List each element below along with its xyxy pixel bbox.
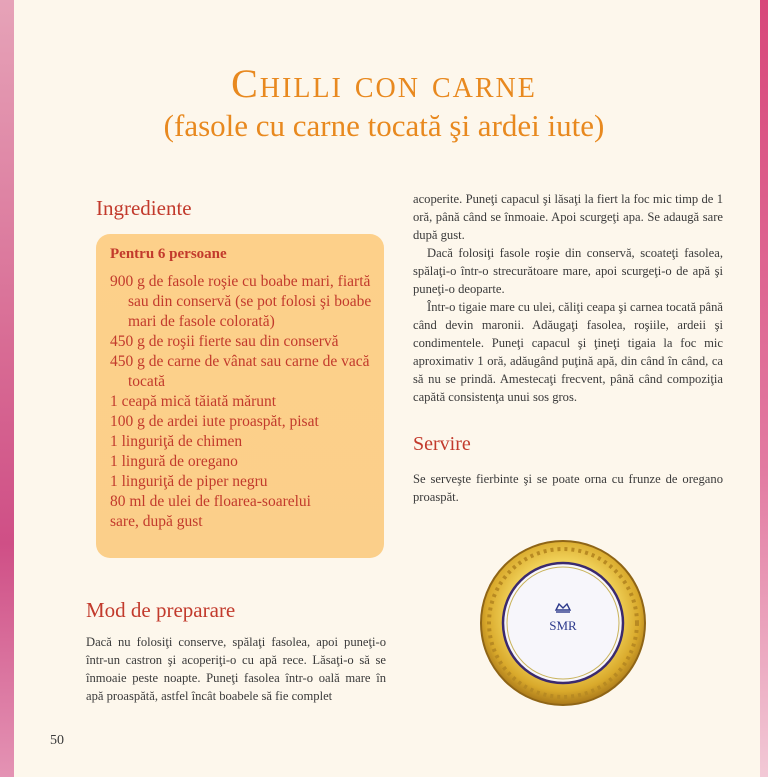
preparation-text-right [413,190,723,406]
serves-label: Pentru 6 persoane [110,246,227,262]
serving-paragraph: Se serveşte fierbinte şi se poate orna cu frunze de oregano proaspăt. [413,472,723,504]
preparation-paragraph: Dacă folosiţi fasole roşie din conservă, scoateţi fasolea, spălaţi-o într-o strecurătoare mare, apoi scurgeţi-o de apă şi puneţi-o deoparte. [413,246,723,296]
ingredients-box [96,234,384,558]
serving-heading: Servire [413,433,471,455]
serving-text [413,470,723,506]
ingredients-heading: Ingrediente [96,196,192,220]
preparation-paragraph: Dacă nu folosiţi conserve, spălaţi fasolea, apoi puneţi-o într-un castron şi acoperiţi-o cu apă rece. Lăsaţi-o să se înmoaie peste noapte. Puneţi fasolea într-o oală mare în apă proaspătă, astfel încât boabele să fie complet [86,635,386,703]
page-number: 50 [50,733,64,748]
ingredient-item: 100 g de ardei iute proaspăt, pisat [110,413,319,430]
preparation-heading: Mod de preparare [86,598,236,622]
plate-monogram: SMR [549,618,577,633]
decorative-plate [478,538,648,708]
ingredient-item: 1 ceapă mică tăiată mărunt [110,393,277,410]
ingredient-item: 900 g de fasole roşie cu boabe mari, fiartă sau din conservă (se pot folosi şi boabe mari de fasole colorată) [110,273,372,330]
ingredient-item: 450 g de roşii fierte sau din conservă [110,333,339,350]
ingredient-item: 450 g de carne de vânat sau carne de vacă tocată [110,353,370,390]
preparation-paragraph: acoperite. Puneţi capacul şi lăsaţi la fiert la foc mic timp de 1 oră, până când se înmoaie. Apoi scurgeţi apa. Se adaugă sare după gust. [413,192,723,242]
ingredient-item: 1 linguriţă de piper negru [110,473,268,490]
preparation-text-left [86,633,386,705]
preparation-paragraph: Într-o tigaie mare cu ulei, căliţi ceapa şi carnea tocată până când devin maronii. Adăugaţi fasolea, roşiile, ardeii şi condimentele. Puneţi capacul şi ţineţi tigaia la foc mic aproximativ 1 oră, adăugând puţină apă, din când în când, ca să nu se prindă. Amestecaţi frecvent, până când compoziţia capătă consistenţa unui sos gros. [413,300,723,404]
ingredient-list [110,272,378,532]
plate-illustration [478,538,648,708]
ingredient-item: sare, după gust [110,513,203,530]
ingredient-item: 1 lingură de oregano [110,453,238,470]
recipe-title: Chilli con carne [231,61,537,106]
ingredient-item: 1 linguriţă de chimen [110,433,243,450]
recipe-subtitle: (fasole cu carne tocată şi ardei iute) [163,108,605,143]
ingredient-item: 80 ml de ulei de floarea-soarelui [110,493,311,510]
